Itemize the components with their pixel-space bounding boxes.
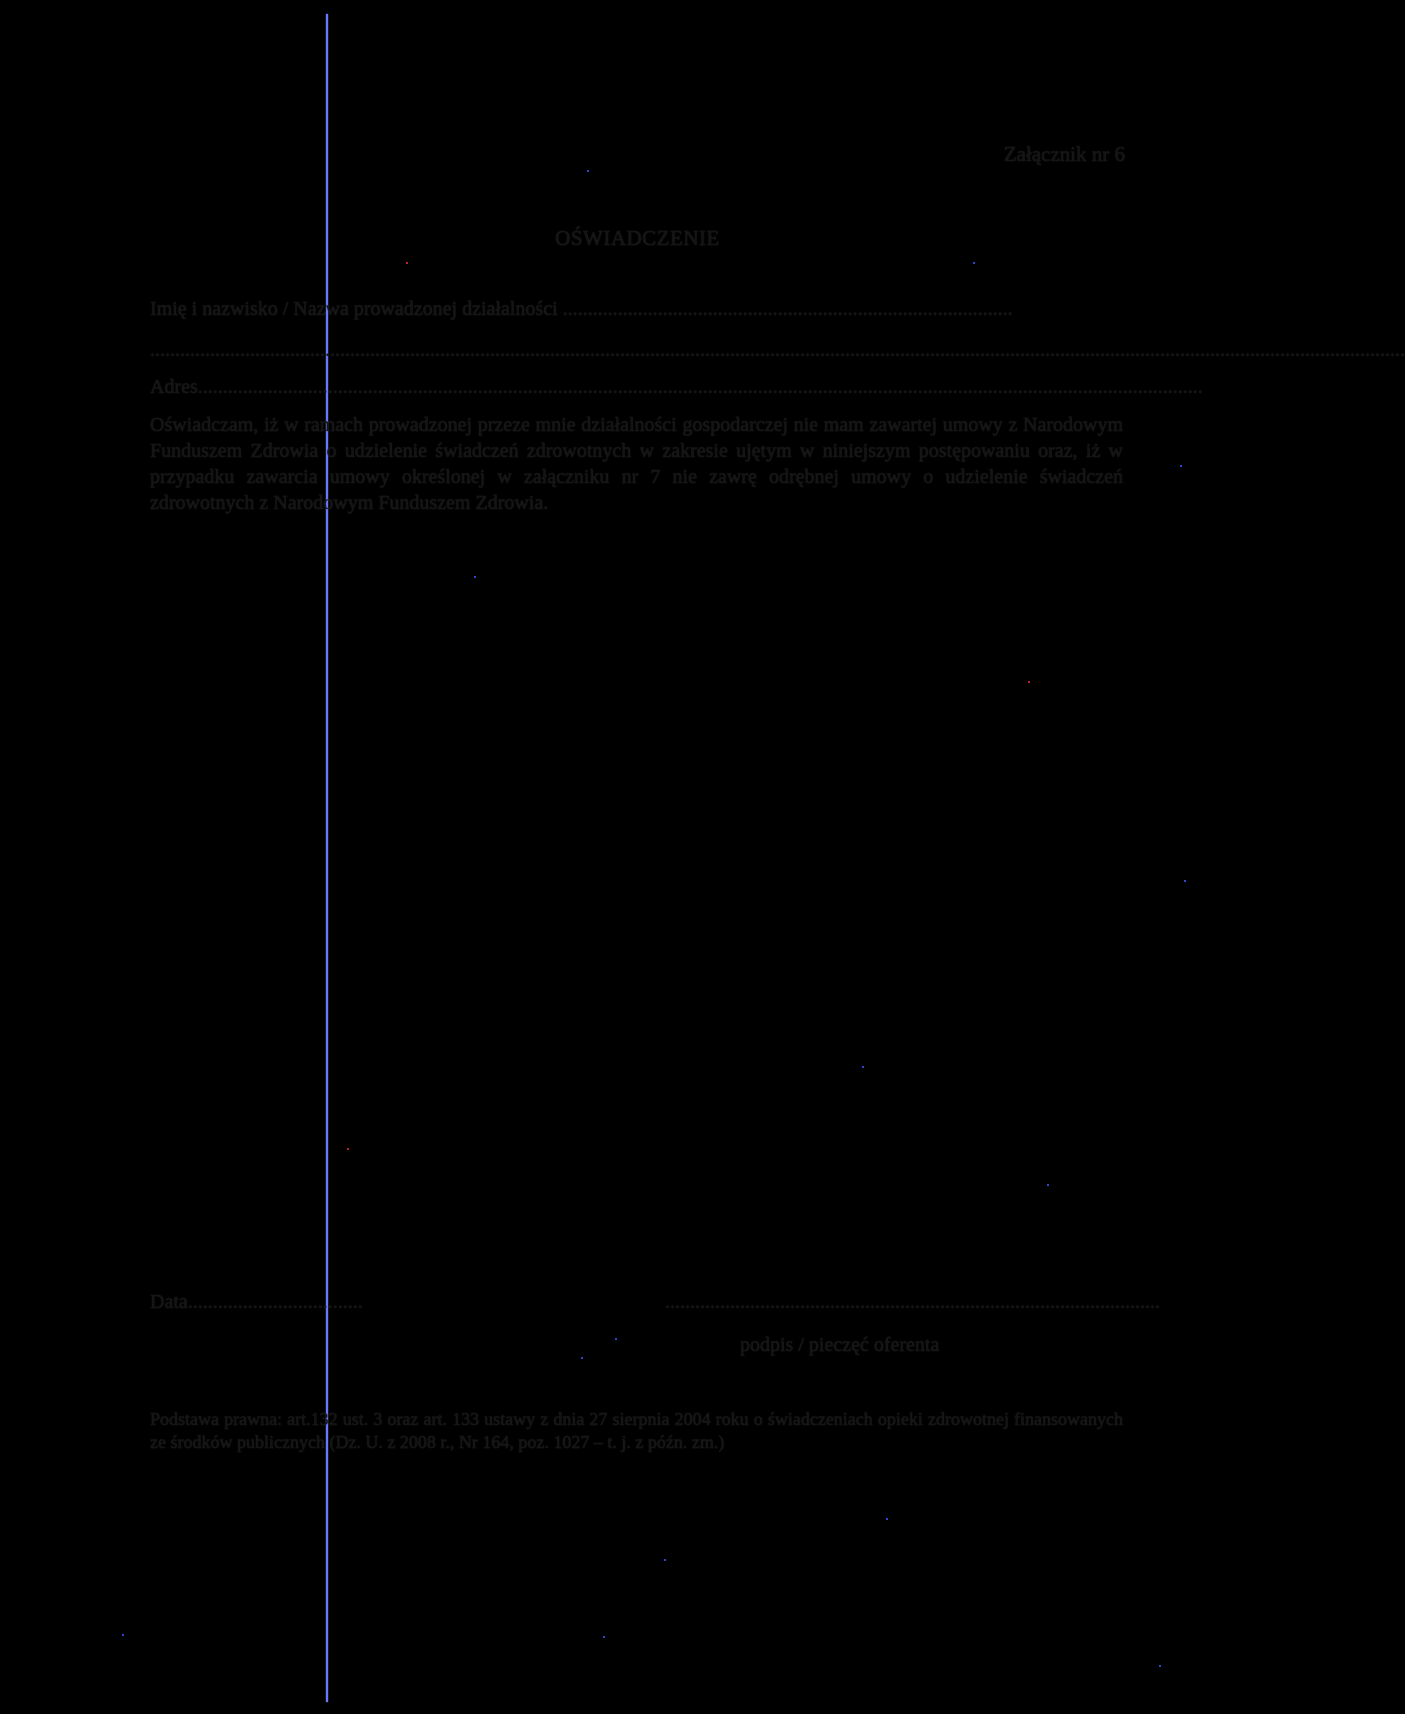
legal-basis-footnote: Podstawa prawna: art.132 ust. 3 oraz art. 133 ustawy z dnia 27 sierpnia 2004 roku o świadczeniach opieki zdrowotnej finansowanych ze środków publicznych (Dz. U. z 2008 r., Nr 164, poz. 1027 – t. j. z późn. zm.): [150, 1409, 1123, 1452]
scan-speck: [474, 576, 476, 578]
scan-speck: [1047, 1184, 1049, 1186]
scan-speck: [581, 1357, 583, 1359]
scan-speck: [973, 262, 975, 264]
scan-speck: [587, 170, 589, 172]
scan-speck: [122, 1634, 124, 1636]
scan-speck: [1159, 1665, 1161, 1667]
document-title: OŚWIADCZENIE: [555, 226, 720, 250]
scan-speck: [615, 1338, 617, 1340]
date-field: Data...................................: [150, 1291, 363, 1313]
scan-speck: [1028, 681, 1030, 683]
declaration-paragraph: Oświadczam, iż w ramach prowadzonej przeze mnie działalności gospodarczej nie mam zawartej umowy z Narodowym Funduszem Zdrowia o udzielenie świadczeń zdrowotnych w zakresie ujętym w niniejszym postępowaniu oraz, iż w przypadku zawarcia umowy określonej w załączniku nr 7 nie zawrę odrębnej umowy o udzielenie świadczeń zdrowotnych z Narodowym Funduszem Zdrowia.: [150, 414, 1123, 514]
signature-caption: podpis / pieczęć oferenta: [740, 1334, 940, 1356]
scan-speck: [862, 1066, 864, 1068]
scan-speck: [1184, 880, 1186, 882]
scan-speck: [664, 1559, 666, 1561]
annex-label: Załącznik nr 6: [1003, 142, 1125, 166]
scan-speck: [603, 1636, 605, 1638]
scan-speck: [347, 1148, 349, 1150]
address-field: Adres.........................................................................................................................................................................................................: [150, 376, 1203, 398]
name-continuation-line: ...........................................................................................................................................................................................................................................................: [150, 339, 1405, 361]
name-field: Imię i nazwisko / Nazwa prowadzonej działalności ..........................................................................................: [150, 298, 1013, 320]
scan-speck: [1180, 465, 1182, 467]
scan-speck: [406, 262, 408, 264]
signature-line: ...................................................................................................: [665, 1291, 1160, 1313]
scan-speck: [886, 1518, 888, 1520]
